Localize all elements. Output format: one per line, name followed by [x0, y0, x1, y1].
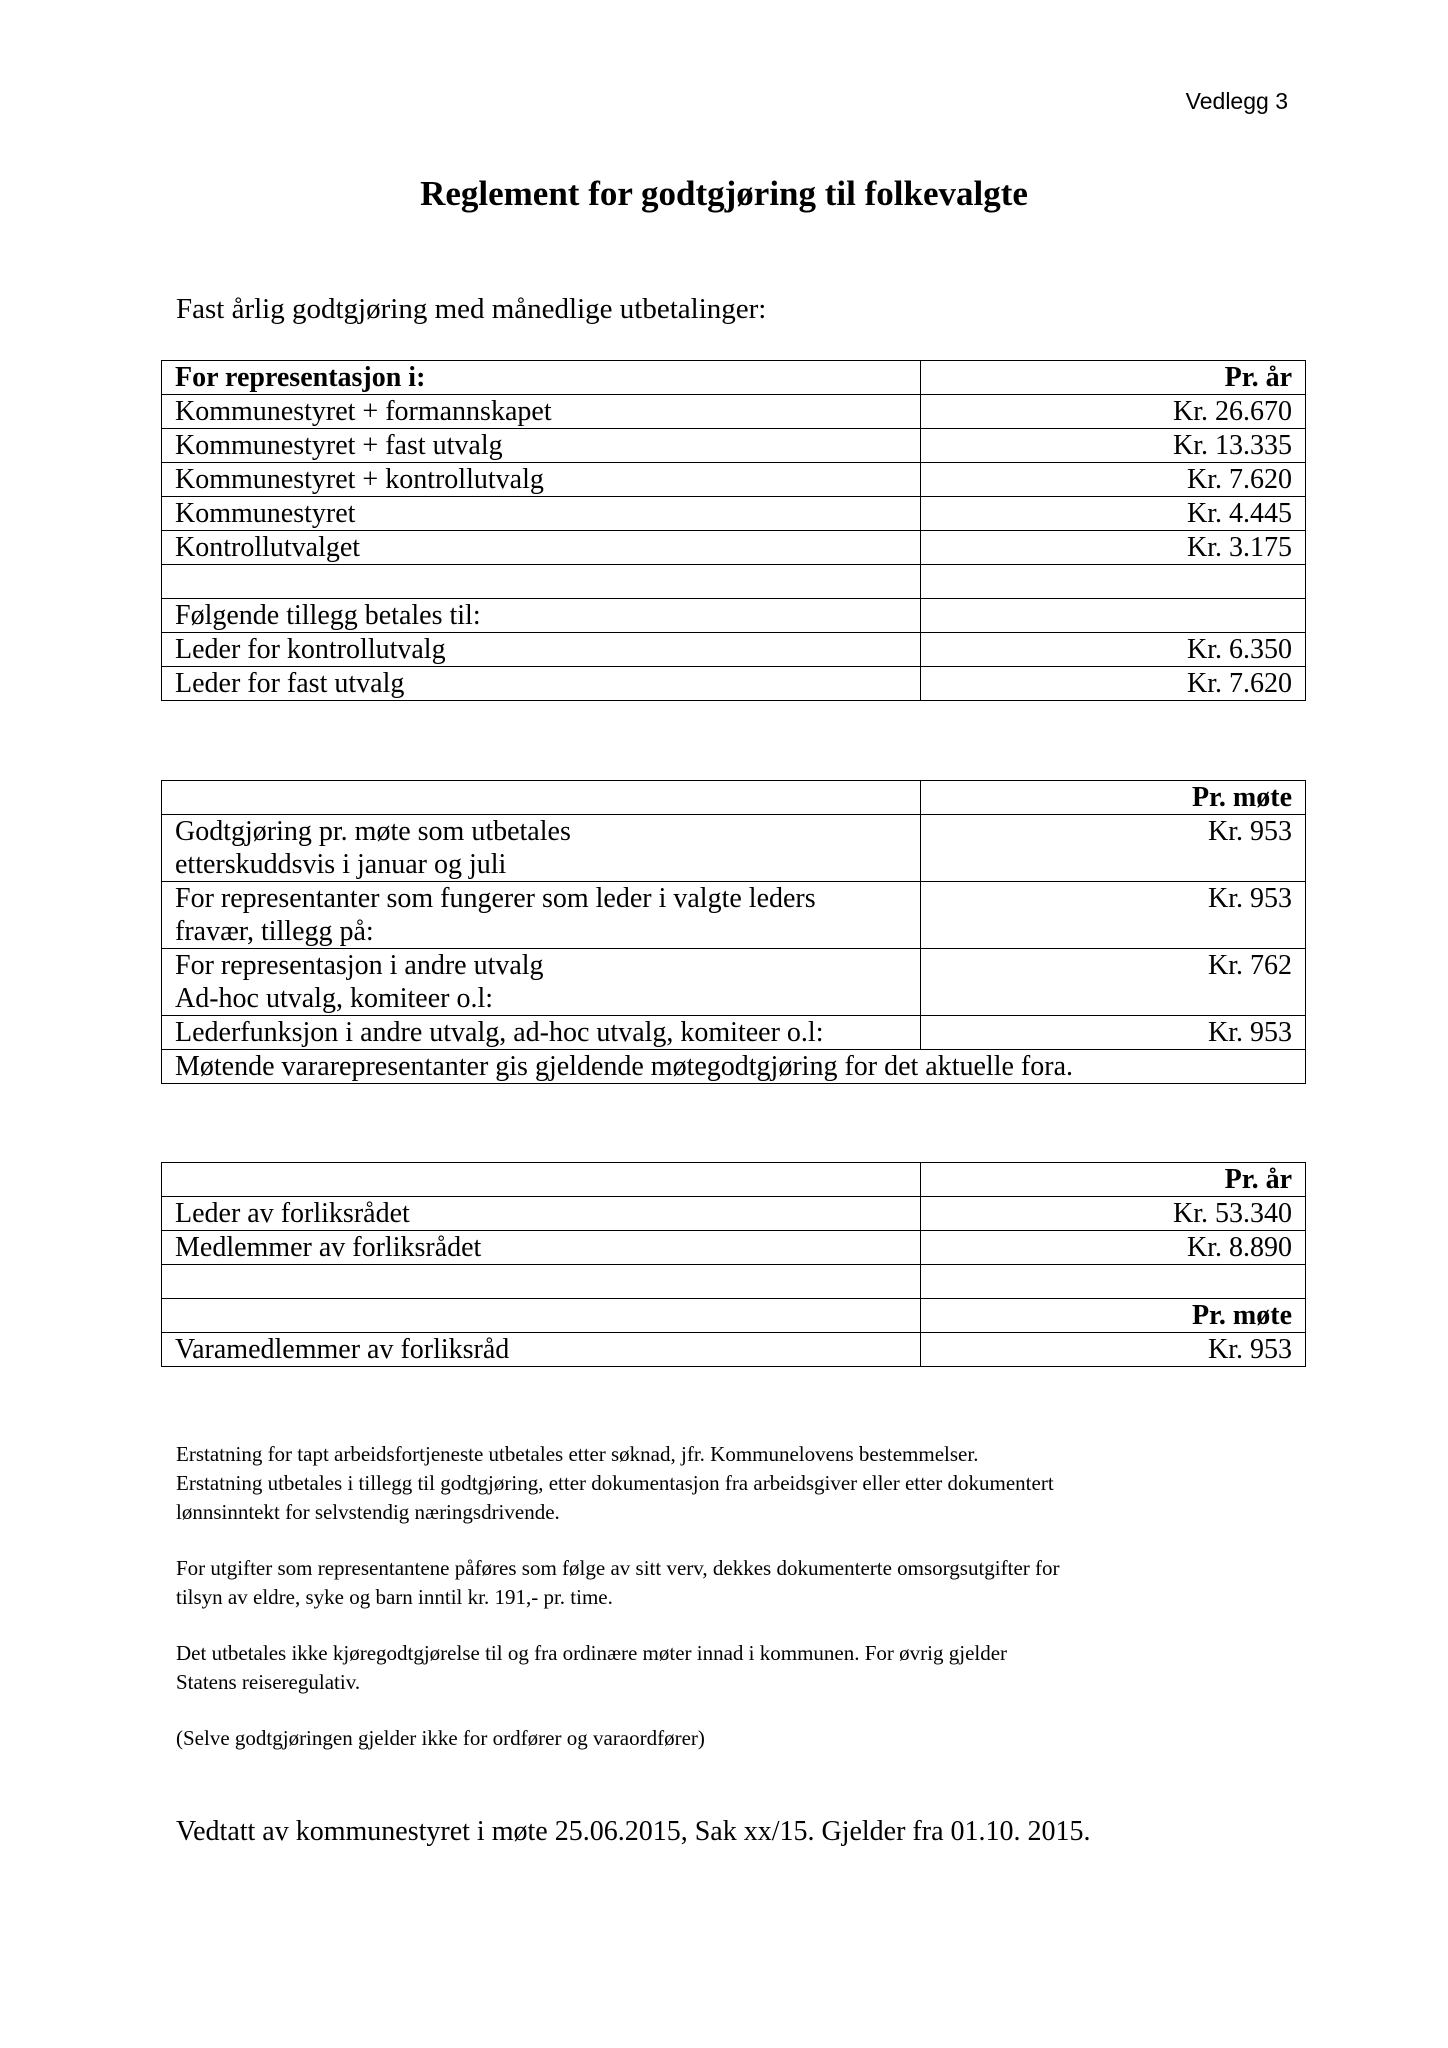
- table-header-row: [162, 361, 1306, 395]
- table-row: [162, 531, 1306, 565]
- table-row: [162, 667, 1306, 701]
- row-label: Kommunestyret + formannskapet: [162, 395, 921, 429]
- empty-cell: [162, 1265, 921, 1299]
- adoption-footer: Vedtatt av kommunestyret i møte 25.06.2015, Sak xx/15. Gjelder fra 01.10. 2015.: [176, 1816, 1091, 1847]
- table-row: [162, 463, 1306, 497]
- row-label-line2: etterskuddsvis i januar og juli: [175, 849, 507, 880]
- note-paragraph: [176, 1554, 1266, 1612]
- note-paragraph: [176, 1724, 1266, 1753]
- empty-cell: [162, 1163, 921, 1197]
- row-label: Kommunestyret + kontrollutvalg: [162, 463, 921, 497]
- empty-cell: [162, 565, 921, 599]
- row-amount: Kr. 7.620: [921, 463, 1306, 497]
- note-line: lønnsinntekt for selvstendig næringsdrivende.: [176, 1500, 560, 1524]
- row-label: Kommunestyret + fast utvalg: [162, 429, 921, 463]
- row-amount: Kr. 13.335: [921, 429, 1306, 463]
- table-header-row: [162, 1299, 1306, 1333]
- annual-fee-table: [161, 360, 1306, 701]
- table-row: [162, 882, 1306, 949]
- conciliation-board-table: [161, 1162, 1306, 1367]
- note-line: Erstatning utbetales i tillegg til godtgjøring, etter dokumentasjon fra arbeidsgiver eller etter dokumentert: [176, 1471, 1054, 1495]
- row-amount: Kr. 7.620: [921, 667, 1306, 701]
- row-amount: Kr. 6.350: [921, 633, 1306, 667]
- row-amount: Kr. 953: [921, 1333, 1306, 1367]
- row-amount: Kr. 3.175: [921, 531, 1306, 565]
- row-amount: Kr. 762: [921, 949, 1306, 1016]
- table-row: [162, 1050, 1306, 1084]
- row-label: Kommunestyret: [162, 497, 921, 531]
- note-line: (Selve godtgjøringen gjelder ikke for ordfører og varaordfører): [176, 1726, 705, 1750]
- row-label-line1: Godtgjøring pr. møte som utbetales: [175, 816, 571, 847]
- row-label-line1: For representasjon i andre utvalg: [175, 950, 544, 981]
- empty-cell: [921, 599, 1306, 633]
- supplement-heading: Følgende tillegg betales til:: [162, 599, 921, 633]
- header-right: Pr. år: [921, 361, 1306, 395]
- note-line: Statens reiseregulativ.: [176, 1670, 361, 1694]
- empty-cell: [162, 781, 921, 815]
- table-row: [162, 815, 1306, 882]
- empty-cell: [921, 1265, 1306, 1299]
- header-right: Pr. møte: [921, 781, 1306, 815]
- row-label: [162, 882, 921, 949]
- row-label: Leder for fast utvalg: [162, 667, 921, 701]
- row-label: Leder for kontrollutvalg: [162, 633, 921, 667]
- row-label: Medlemmer av forliksrådet: [162, 1231, 921, 1265]
- appendix-label: Vedlegg 3: [1185, 88, 1288, 114]
- row-amount: Kr. 953: [921, 882, 1306, 949]
- table-row: [162, 633, 1306, 667]
- table-header-row: [162, 1163, 1306, 1197]
- row-label-line1: For representanter som fungerer som leder i valgte leders: [175, 883, 816, 914]
- row-label-line2: fravær, tillegg på:: [175, 916, 374, 947]
- meeting-fee-table: [161, 780, 1306, 1084]
- row-label: [162, 815, 921, 882]
- empty-row: [162, 565, 1306, 599]
- empty-cell: [921, 565, 1306, 599]
- row-label: Kontrollutvalget: [162, 531, 921, 565]
- full-width-note: Møtende vararepresentanter gis gjeldende møtegodtgjøring for det aktuelle fora.: [162, 1050, 1306, 1084]
- header-right: Pr. år: [921, 1163, 1306, 1197]
- row-amount: Kr. 8.890: [921, 1231, 1306, 1265]
- row-label: Varamedlemmer av forliksråd: [162, 1333, 921, 1367]
- table-row: [162, 1016, 1306, 1050]
- row-label-line2: Ad-hoc utvalg, komiteer o.l:: [175, 983, 494, 1014]
- note-line: Det utbetales ikke kjøregodtgjørelse til og fra ordinære møter innad i kommunen. For øvrig gjelder: [176, 1641, 1008, 1665]
- empty-row: [162, 1265, 1306, 1299]
- row-amount: Kr. 53.340: [921, 1197, 1306, 1231]
- row-amount: Kr. 953: [921, 1016, 1306, 1050]
- note-paragraph: [176, 1639, 1266, 1697]
- intro-text: Fast årlig godtgjøring med månedlige utbetalinger:: [176, 293, 767, 325]
- row-amount: Kr. 4.445: [921, 497, 1306, 531]
- header-left: For representasjon i:: [162, 361, 921, 395]
- table-row: [162, 1333, 1306, 1367]
- row-label: Leder av forliksrådet: [162, 1197, 921, 1231]
- notes-section: [176, 1440, 1266, 1780]
- table-row: [162, 1197, 1306, 1231]
- table-row: [162, 949, 1306, 1016]
- table-header-row: [162, 781, 1306, 815]
- note-line: For utgifter som representantene påføres som følge av sitt verv, dekkes dokumenterte omsorgsutgifter for: [176, 1556, 1060, 1580]
- table-row: [162, 429, 1306, 463]
- note-line: Erstatning for tapt arbeidsfortjeneste utbetales etter søknad, jfr. Kommunelovens bestemmelser.: [176, 1442, 979, 1466]
- row-amount: Kr. 953: [921, 815, 1306, 882]
- table-row: [162, 497, 1306, 531]
- empty-cell: [162, 1299, 921, 1333]
- note-line: tilsyn av eldre, syke og barn inntil kr. 191,- pr. time.: [176, 1585, 613, 1609]
- document-title: Reglement for godtgjøring til folkevalgte: [420, 174, 1028, 213]
- row-label: [162, 949, 921, 1016]
- table-row: [162, 599, 1306, 633]
- row-label: Lederfunksjon i andre utvalg, ad-hoc utvalg, komiteer o.l:: [162, 1016, 921, 1050]
- header-right: Pr. møte: [921, 1299, 1306, 1333]
- row-amount: Kr. 26.670: [921, 395, 1306, 429]
- table-row: [162, 395, 1306, 429]
- table-row: [162, 1231, 1306, 1265]
- note-paragraph: [176, 1440, 1266, 1527]
